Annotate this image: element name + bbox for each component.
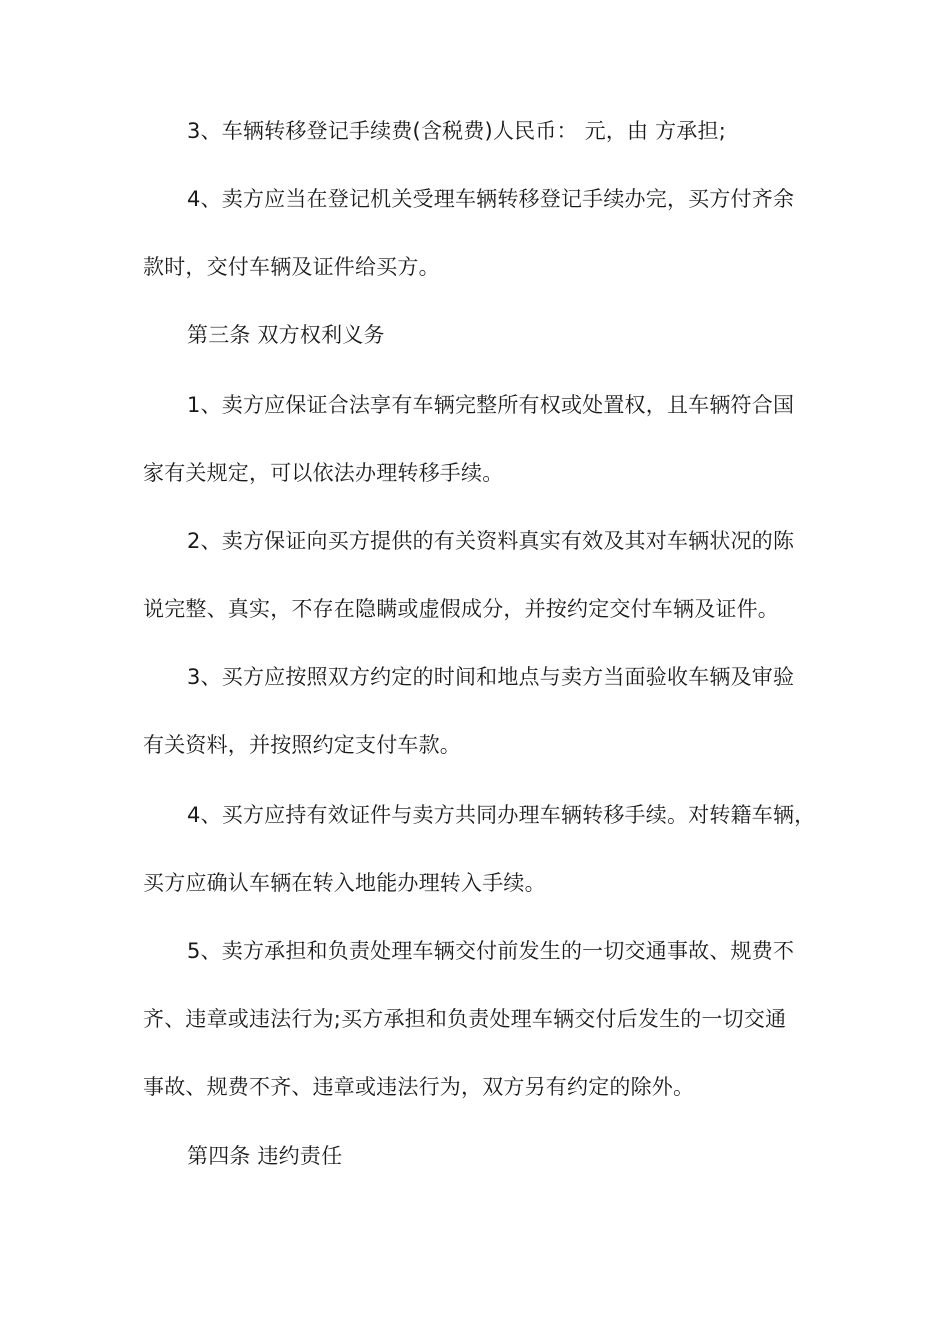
- paragraph-line: 款时，交付车辆及证件给买方。: [143, 255, 440, 279]
- paragraph-line: 4、买方应持有效证件与卖方共同办理车辆转移手续。对转籍车辆，: [187, 803, 816, 827]
- paragraph-line: 买方应确认车辆在转入地能办理转入手续。: [143, 871, 546, 895]
- paragraph-line: 4、卖方应当在登记机关受理车辆转移登记手续办完，买方付齐余: [187, 187, 795, 211]
- paragraph-line: 1、卖方应保证合法享有车辆完整所有权或处置权，且车辆符合国: [187, 393, 795, 417]
- paragraph-line: 齐、违章或违法行为;买方承担和负责处理车辆交付后发生的一切交通: [143, 1007, 787, 1031]
- paragraph-line: 有关资料，并按照约定支付车款。: [143, 733, 461, 757]
- section-heading: 第四条 违约责任: [187, 1144, 343, 1168]
- paragraph-line: 2、卖方保证向买方提供的有关资料真实有效及其对车辆状况的陈: [187, 529, 795, 553]
- paragraph-line: 事故、规费不齐、违章或违法行为，双方另有约定的除外。: [143, 1075, 695, 1099]
- paragraph-line: 说完整、真实，不存在隐瞒或虚假成分，并按约定交付车辆及证件。: [143, 597, 779, 621]
- section-heading: 第三条 双方权利义务: [187, 323, 385, 347]
- paragraph-line: 5、卖方承担和负责处理车辆交付前发生的一切交通事故、规费不: [187, 939, 795, 963]
- paragraph-line: 家有关规定，可以依法办理转移手续。: [143, 461, 504, 485]
- paragraph-line: 3、车辆转移登记手续费(含税费)人民币： 元，由 方承担;: [187, 119, 726, 143]
- paragraph-line: 3、买方应按照双方约定的时间和地点与卖方当面验收车辆及审验: [187, 665, 795, 689]
